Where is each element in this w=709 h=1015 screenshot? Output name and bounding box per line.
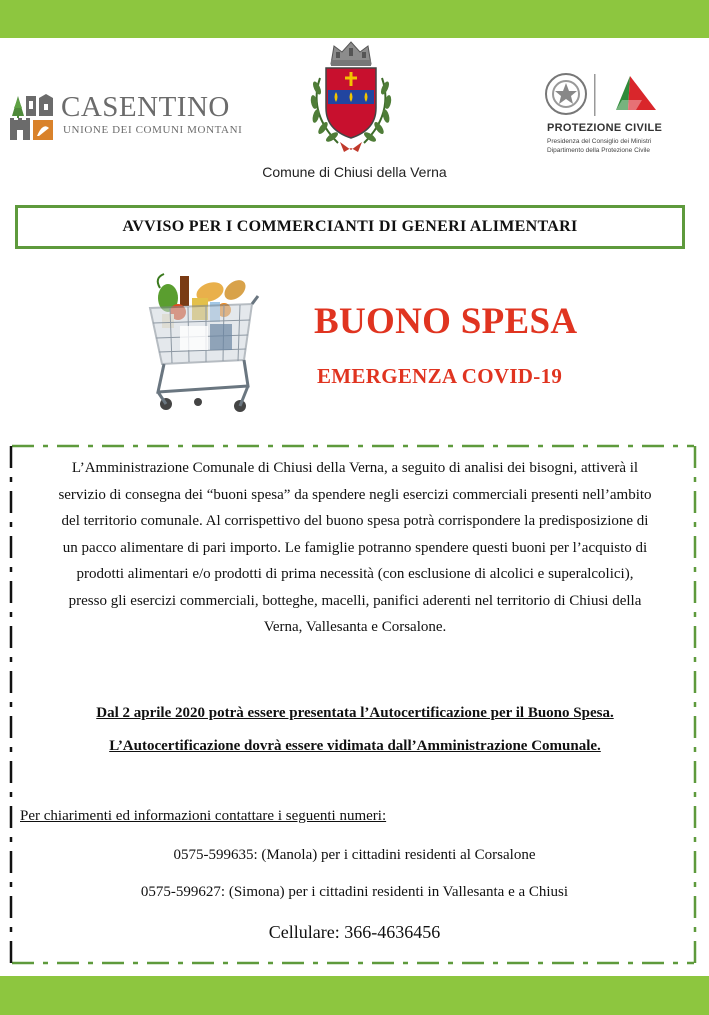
casentino-logo <box>6 90 246 146</box>
casentino-emblem-icon <box>6 92 56 142</box>
bottom-green-band <box>0 976 709 1015</box>
protezione-civile-line2: Dipartimento della Protezione Civile <box>547 147 650 154</box>
avviso-banner: AVVISO PER I COMMERCIANTI DI GENERI ALIMENTARI <box>15 205 685 249</box>
headline-subtitle: EMERGENZA COVID-19 <box>317 364 563 388</box>
protezione-civile-logo <box>544 70 674 170</box>
paragraph-line: un pacco alimentare di pari importo. Le famiglie potranno spendere questi buoni per l’acquisto di <box>62 539 648 556</box>
contacts-heading: Per chiarimenti ed informazioni contattare i seguenti numeri: <box>20 808 387 824</box>
contact-manola: 0575-599635: (Manola) per i cittadini residenti al Corsalone <box>173 847 536 863</box>
announcement-paragraph <box>20 455 690 641</box>
casentino-name: CASENTINO <box>61 91 230 123</box>
paragraph-line: L’Amministrazione Comunale di Chiusi della Verna, a seguito di analisi dei bisogni, attiverà il <box>71 460 639 476</box>
protezione-civile-line1: Presidenza del Consiglio dei Ministri <box>547 138 652 145</box>
protezione-civile-emblem-icon <box>544 70 664 120</box>
comune-name: Comune di Chiusi della Verna <box>262 164 447 180</box>
comune-coat-of-arms-icon <box>298 38 404 164</box>
contact-simona: 0575-599627: (Simona) per i cittadini residenti in Vallesanta e a Chiusi <box>140 884 569 900</box>
top-green-band <box>0 0 709 38</box>
headline-title: BUONO SPESA <box>314 301 578 342</box>
notice-date: Dal 2 aprile 2020 potrà essere presentata l’Autocertificazione per il Buono Spesa. <box>96 705 614 721</box>
shopping-cart-icon <box>140 268 260 418</box>
paragraph-line: servizio di consegna dei “buoni spesa” da spendere negli esercizi commerciali presenti nell’ambito <box>58 486 652 503</box>
paragraph-line: prodotti alimentari e/o prodotti di prima necessità (con esclusione di alcolici e superalcolici), <box>76 566 634 582</box>
paragraph-line: del territorio comunale. Al corrispettivo del buono spesa potrà corrispondere la predisposizione di <box>61 513 649 529</box>
paragraph-line: Verna, Vallesanta e Corsalone. <box>263 619 447 635</box>
casentino-subtitle: UNIONE DEI COMUNI MONTANI <box>63 124 243 136</box>
protezione-civile-title: PROTEZIONE CIVILE <box>547 122 663 134</box>
contact-cellphone: Cellulare: 366-4636456 <box>268 922 441 942</box>
notice-validation: L’Autocertificazione dovrà essere vidimata dall’Amministrazione Comunale. <box>109 738 601 754</box>
paragraph-line: presso gli esercizi commerciali, botteghe, macelli, panifici aderenti nel territorio di Chiusi della <box>68 592 642 609</box>
